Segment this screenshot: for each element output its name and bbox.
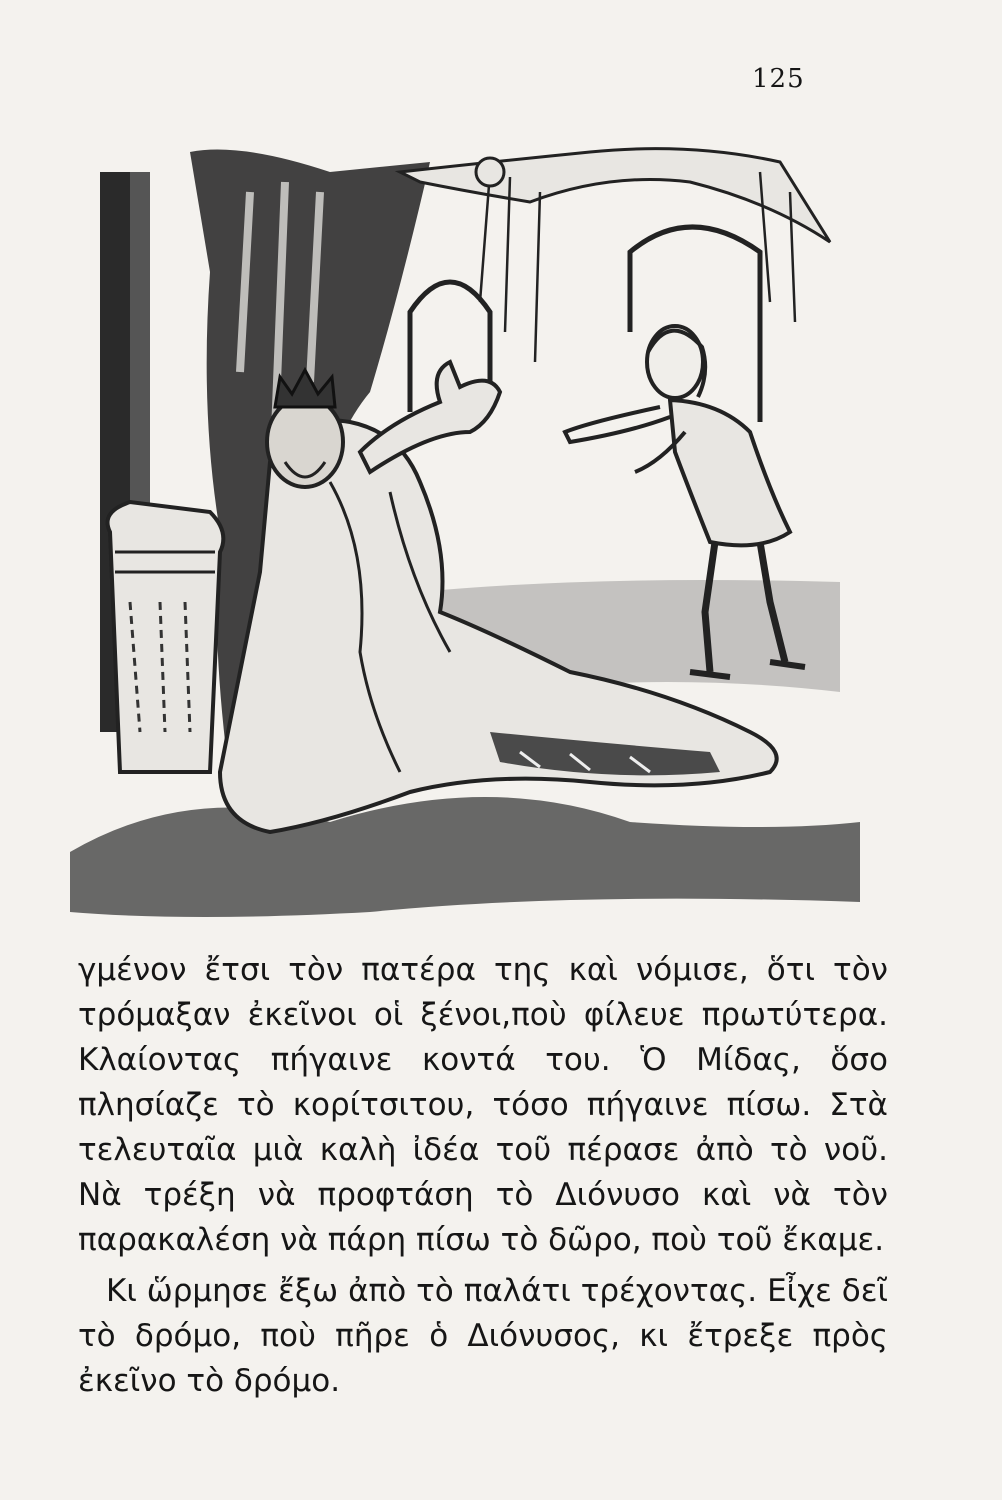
girl-dress xyxy=(670,400,790,545)
page-number: 125 xyxy=(752,64,805,94)
girl-arms xyxy=(565,407,685,472)
king-head xyxy=(267,397,343,487)
king-raised-arm xyxy=(360,362,500,472)
king-midas-illustration xyxy=(70,132,860,922)
paragraph-2: Κι ὥρμησε ἔξω ἀπὸ τὸ παλάτι τρέχοντας. Εἶχε δεῖ τὸ δρόμο, ποὺ πῆρε ὁ Διόνυσος, κι ἔτρεξε πρὸς ἐκεῖνο τὸ δρόμο. xyxy=(78,1273,888,1399)
body-text xyxy=(78,948,888,1404)
paragraph-1: γμένον ἔτσι τὸν πατέρα της καὶ νόμισε, ὅτι τὸν τρόμαξαν ἐκεῖνοι οἱ ξένοι,ποὺ φίλευε πρωτύτερα. Κλαίοντας πήγαινε κοντά του. Ὁ Μίδας, ὅσο πλησίαζε τὸ κορίτσιτου, τόσο πήγαινε πίσω. Στὰ τελευταῖα μιὰ καλὴ ἰδέα τοῦ πέρασε ἀπὸ τὸ νοῦ. Νὰ τρέξη νὰ προφτάση τὸ Διόνυσο καὶ νὰ τὸν παρακαλέση νὰ πάρη πίσω τὸ δῶρο, ποὺ τοῦ ἔκαμε. xyxy=(78,952,888,1258)
arch-window-right xyxy=(630,227,760,422)
girl-head xyxy=(647,326,703,398)
ground-shadow xyxy=(70,797,860,917)
